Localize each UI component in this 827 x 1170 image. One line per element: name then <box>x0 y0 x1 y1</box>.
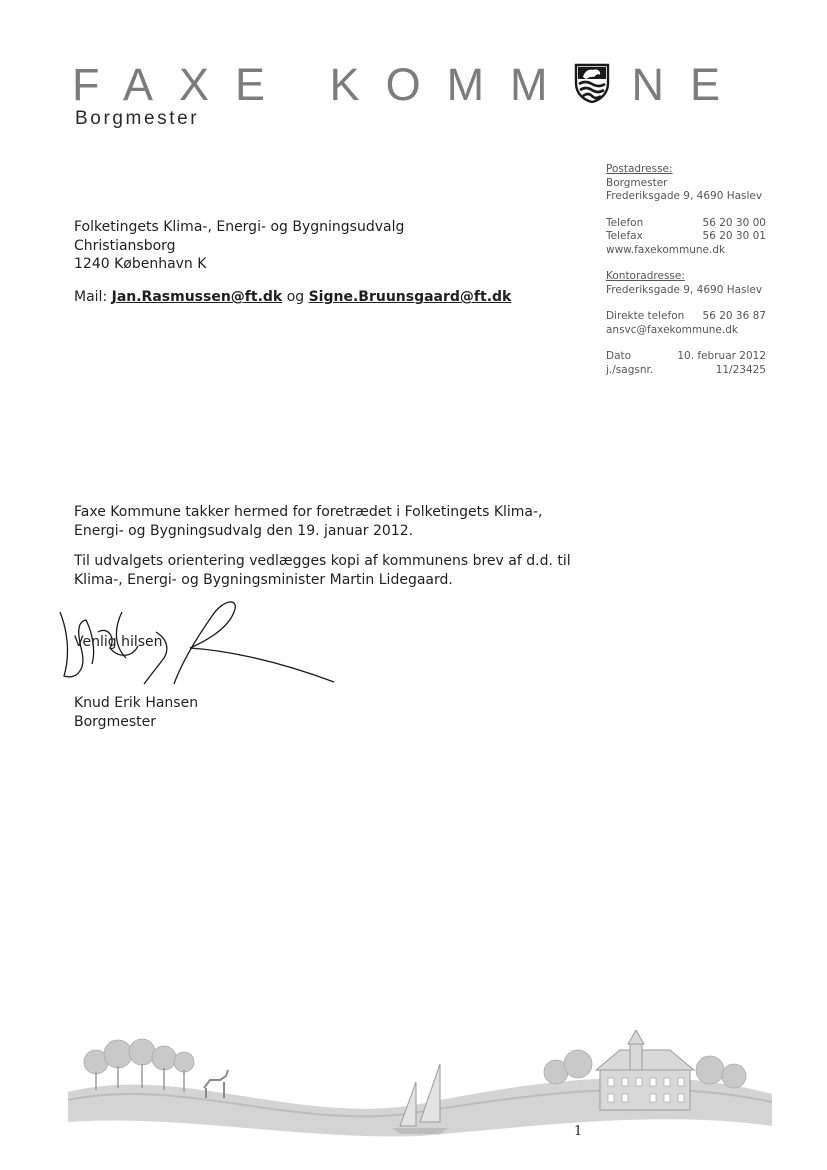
website-link[interactable]: www.faxekommune.dk <box>606 243 726 256</box>
recipient-email-1[interactable]: Jan.Rasmussen@ft.dk <box>111 289 283 305</box>
fax-label: Telefax <box>606 230 643 242</box>
mail-line <box>74 289 511 305</box>
postal-name: Borgmester <box>606 176 668 189</box>
recipient-line-3: 1240 København K <box>74 256 207 272</box>
mail-joiner: og <box>286 289 305 305</box>
direct-phone-value: 56 20 36 87 <box>702 310 766 322</box>
fax-value: 56 20 30 01 <box>702 230 766 242</box>
office-heading: Kontoradresse: <box>606 270 685 282</box>
recipient-address <box>74 218 404 274</box>
date-value: 10. februar 2012 <box>677 350 766 362</box>
case-label: j./sagsnr. <box>606 363 654 376</box>
case-row <box>606 364 766 378</box>
date-row <box>606 350 766 364</box>
recipient-line-2: Christiansborg <box>74 237 176 254</box>
phone-row <box>606 217 766 231</box>
postal-heading: Postadresse: <box>606 163 673 175</box>
signer-title: Borgmester <box>74 713 156 730</box>
page-number: 1 <box>574 1124 583 1139</box>
postal-street: Frederiksgade 9, 4690 Haslev <box>606 190 763 202</box>
logo-text-left: FAXE KOMM <box>72 59 574 110</box>
fax-row <box>606 230 766 244</box>
landscape-footer-illustration <box>60 1030 780 1144</box>
logo-text-right: NE <box>631 59 747 110</box>
phone-value: 56 20 30 00 <box>702 216 766 229</box>
closing-greeting: Venlig hilsen <box>74 634 163 650</box>
recipient-email-2[interactable]: Signe.Bruunsgaard@ft.dk <box>308 289 512 305</box>
date-label: Dato <box>606 350 632 362</box>
direct-phone-row <box>606 310 766 324</box>
email-link[interactable]: ansvc@faxekommune.dk <box>606 323 738 336</box>
recipient-line-1: Folketingets Klima-, Energi- og Bygningsudvalg <box>74 219 405 235</box>
phone-label: Telefon <box>606 216 644 229</box>
signer-block <box>74 694 198 731</box>
body-paragraph-2: Til udvalgets orientering vedlægges kopi af kommunens brev af d.d. til Klima-, Energi- og Bygningsminister Martin Lidegaard. <box>74 553 571 588</box>
mail-prefix: Mail: <box>74 289 108 305</box>
body-paragraph-1: Faxe Kommune takker hermed for foretrædet i Folketingets Klima-, Energi- og Bygningsudvalg den 19. januar 2012. <box>74 504 543 539</box>
logo-wordmark <box>72 59 747 110</box>
direct-phone-label: Direkte telefon <box>606 310 685 322</box>
office-street: Frederiksgade 9, 4690 Haslev <box>606 283 763 296</box>
coat-of-arms-icon <box>574 63 610 103</box>
case-value: 11/23425 <box>715 363 766 376</box>
signer-name: Knud Erik Hansen <box>74 695 199 711</box>
letter-body <box>74 503 579 601</box>
logo-subtitle: Borgmester <box>75 108 200 129</box>
contact-sidebar <box>606 163 766 377</box>
